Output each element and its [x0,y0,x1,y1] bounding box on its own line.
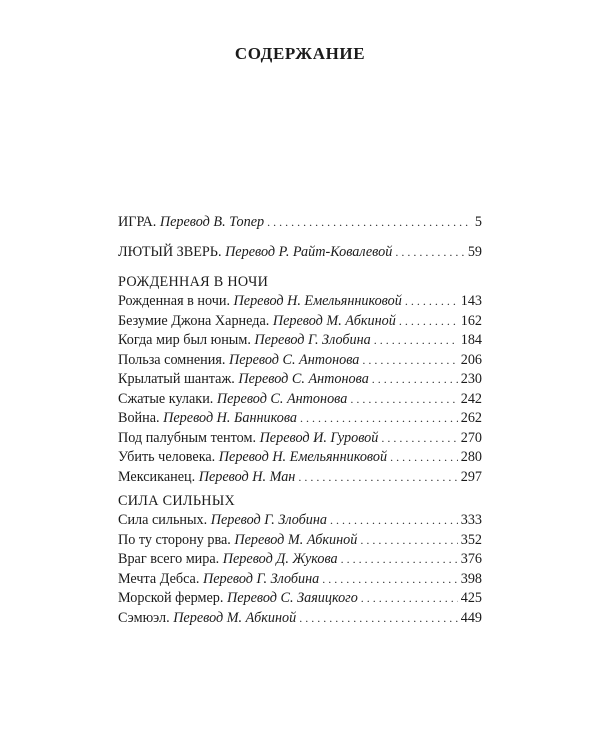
entry-page-number: 280 [460,449,482,465]
entry-title: Под палубным тентом. [118,429,257,446]
dot-leader [362,353,457,368]
entry-translator: Перевод М. Абкиной [234,531,358,548]
toc-entry[interactable] [118,571,482,591]
entry-title: ЛЮТЫЙ ЗВЕРЬ. [118,244,222,260]
entry-title: ИГРА. [118,214,157,230]
entry-translator: Перевод Г. Злобина [210,512,328,528]
toc-entry[interactable] [118,410,482,430]
entry-page-number: 162 [460,312,482,329]
entry-title: Мечта Дебса. [118,570,200,587]
toc-entry[interactable] [118,391,482,411]
entry-title: Польза сомнения. [118,351,226,368]
entry-translator: Перевод Н. Емельянниковой [218,449,388,465]
dot-leader [267,215,472,230]
entry-page-number: 398 [460,570,482,587]
entry-page-number: 230 [460,371,482,387]
toc-entry[interactable] [118,430,482,450]
entry-translator: Перевод С. Заяицкого [226,590,358,606]
entry-page-number: 262 [460,410,482,426]
entry-translator: Перевод Н. Ман [198,468,296,485]
entry-title: Крылатый шантаж. [118,371,235,387]
entry-title: Рожденная в ночи. [118,293,230,309]
dot-leader [361,591,458,606]
dot-leader [298,470,457,485]
toc-entry[interactable] [118,610,482,630]
dot-leader [322,572,457,587]
entry-title: Сэмюэл. [118,609,170,626]
entry-translator: Перевод В. Топер [159,214,265,230]
entry-translator: Перевод М. Абкиной [272,312,396,329]
section-heading-rozhdennaya: РОЖДЕННАЯ В НОЧИ [118,274,269,290]
toc-entry[interactable] [118,449,482,469]
entry-title: Враг всего мира. [118,551,220,567]
entry-title: Когда мир был юным. [118,332,251,348]
toc-entry[interactable] [118,551,482,571]
entry-page-number: 270 [460,429,482,446]
entry-title: По ту сторону рва. [118,531,231,548]
toc-entry[interactable] [118,590,482,610]
entry-page-number: 242 [460,390,482,407]
toc-entry[interactable] [118,371,482,391]
toc-entry[interactable] [118,532,482,552]
dot-leader [395,245,464,260]
dot-leader [399,314,458,329]
entry-translator: Перевод Р. Райт-Ковалевой [225,244,393,260]
entry-title: Безумие Джона Харнеда. [118,312,270,329]
entry-translator: Перевод И. Гуровой [259,429,379,446]
toc-entry[interactable] [118,332,482,352]
toc-entry-igra[interactable] [118,214,482,234]
entry-translator: Перевод Н. Емельянниковой [233,293,402,309]
toc-entry-lyutyi-zver[interactable] [118,244,482,264]
entry-title: Сила сильных. [118,512,208,528]
entry-translator: Перевод С. Антонова [238,371,369,387]
entry-page-number: 5 [474,214,482,230]
dot-leader [390,450,458,465]
toc-entry[interactable] [118,352,482,372]
entry-title: Война. [118,410,160,426]
dot-leader [300,411,458,426]
toc-entry[interactable] [118,313,482,333]
entry-translator: Перевод Д. Жукова [222,551,338,567]
entry-translator: Перевод М. Абкиной [173,609,297,626]
dot-leader [299,611,458,626]
entry-translator: Перевод С. Антонова [216,390,348,407]
toc-entry[interactable] [118,512,482,532]
dot-leader [381,431,457,446]
dot-leader [341,552,458,567]
entry-translator: Перевод Н. Банникова [163,410,297,426]
entry-page-number: 143 [460,293,482,309]
entry-page-number: 376 [460,551,482,567]
entry-page-number: 59 [467,244,482,260]
section-heading-sila-silnykh: СИЛА СИЛЬНЫХ [118,493,236,509]
entry-title: Мексиканец. [118,468,196,485]
toc-entry[interactable] [118,293,482,313]
dot-leader [350,392,457,407]
entry-translator: Перевод С. Антонова [228,351,360,368]
dot-leader [374,333,458,348]
entry-translator: Перевод Г. Злобина [254,332,371,348]
entry-page-number: 297 [460,468,482,485]
entry-title: Морской фермер. [118,590,224,606]
entry-page-number: 206 [460,351,482,368]
entry-title: Убить человека. [118,449,216,465]
entry-page-number: 333 [460,512,482,528]
entry-translator: Перевод Г. Злобина [202,570,320,587]
entry-page-number: 449 [460,609,482,626]
dot-leader [405,294,458,309]
dot-leader [372,372,458,387]
toc-entry[interactable] [118,469,482,489]
entry-page-number: 184 [460,332,482,348]
dot-leader [360,533,457,548]
entry-page-number: 425 [460,590,482,606]
entry-page-number: 352 [460,531,482,548]
page-title: СОДЕРЖАНИЕ [234,44,366,63]
dot-leader [330,513,458,528]
entry-title: Сжатые кулаки. [118,390,214,407]
